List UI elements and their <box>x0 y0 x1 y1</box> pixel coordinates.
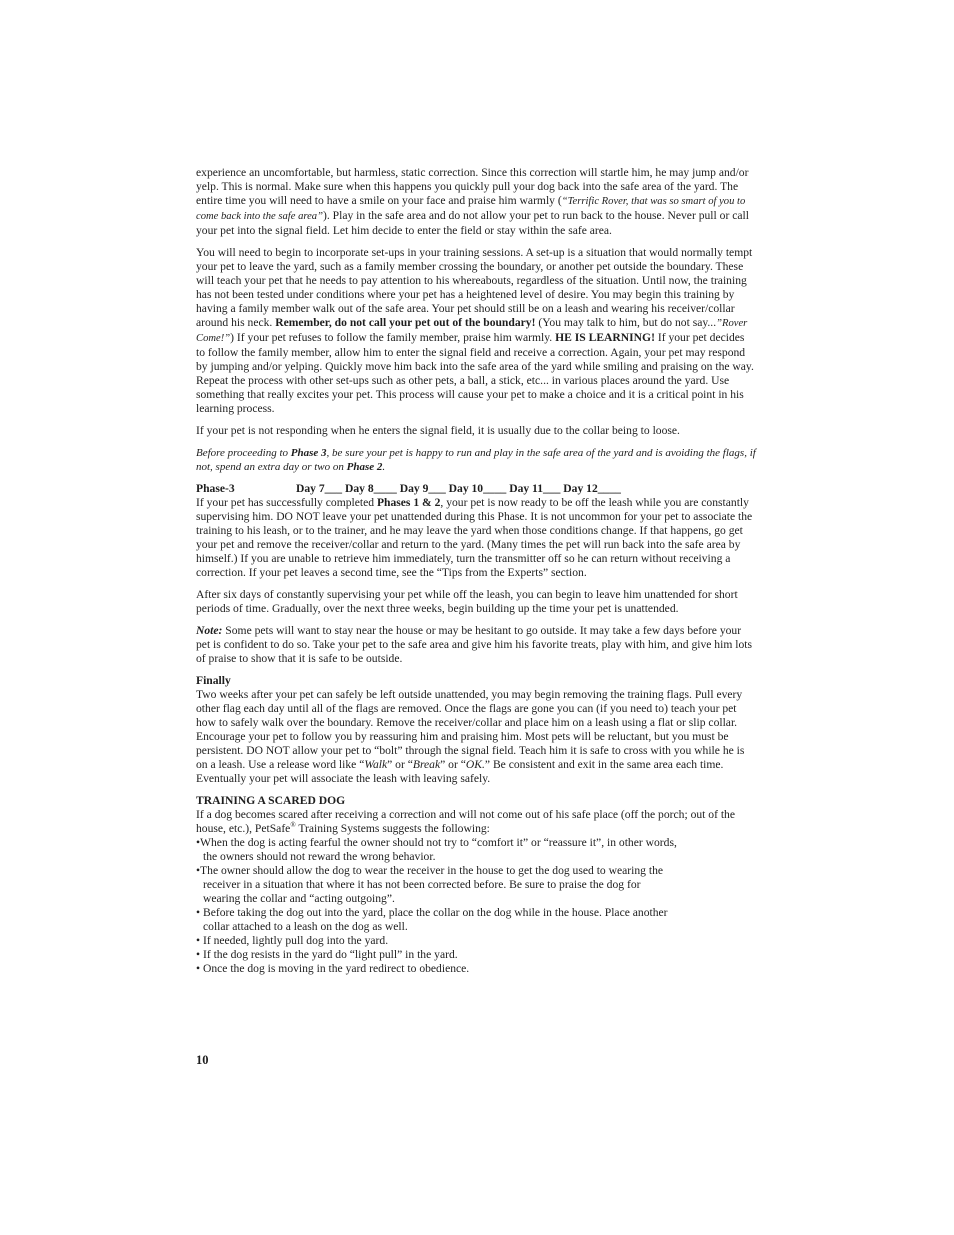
phase-ref: Phase 2 <box>346 461 383 473</box>
paragraph-note <box>196 624 756 666</box>
bold-warning: Remember, do not call your pet out of the boundary! <box>275 316 536 329</box>
paragraph-loose-collar: If your pet is not responding when he enters the signal field, it is usually due to the collar being to loose. <box>196 424 680 437</box>
text-span: (You may talk to him, but do not say... <box>535 316 717 329</box>
text-span: ). Play in the safe area and do not allow your pet to run back to the house. Never pull or call your pet into the signal field. Let him decide to enter the field or stay within the safe area. <box>196 209 749 237</box>
text-span: Some pets will want to stay near the house or may be hesitant to go outside. It may take a few days before your pet is confident to do so. Take your pet to the safe area and give him his favorite treats, play with him, and give him lots of praise to show that it is safe to be outside. <box>196 624 752 665</box>
text-span: ” Be consistent and exit in the same area each time. Eventually your pet will associate the leash with leaving safely. <box>196 758 724 785</box>
phases-ref: Phases 1 & 2 <box>376 496 441 509</box>
scared-dog-heading: TRAINING A SCARED DOG <box>196 794 346 807</box>
text-span: Training Systems suggests the following: <box>295 822 490 835</box>
paragraph-unattended: After six days of constantly supervising your pet while off the leash, you can begin to leave him unattended for short periods of time. Gradually, over the next three weeks, begin building up the time your pet is unattended. <box>196 588 738 615</box>
text-span: If your pet decides to follow the family member, allow him to enter the signal field and receive a correction. Again, your pet may respond by jumping and/or yelping. Quickly move him back into the safe area of the yard while smiling and praising on the way. Repeat the process with other set-ups such as other pets, a ball, a stick, etc... in various places around the yard. Use something that really excites your pet. This process will cause your pet to make a choice and it is a critical point in his learning process. <box>196 331 754 415</box>
praise-quote: “Terrific Rover, that was so smart of you to come back into the safe area” <box>196 196 746 222</box>
bold-emphasis: HE IS LEARNING! <box>555 331 655 344</box>
text-span: ” or “ <box>440 758 466 771</box>
list-item: • Once the dog is moving in the yard redirect to obedience. <box>196 962 470 975</box>
text-span: Before proceeding to <box>196 447 291 459</box>
registered-mark: ® <box>290 821 296 830</box>
note-label: Note: <box>196 624 223 637</box>
text-span: . <box>382 461 386 473</box>
list-item: • If the dog resists in the yard do “light pull” in the yard. <box>196 948 458 961</box>
release-word: OK. <box>465 758 485 771</box>
phase3-days: Day 7___ Day 8____ Day 9___ Day 10____ Day 11___ Day 12____ <box>296 482 621 495</box>
text-span: , your pet is now ready to be off the leash while you are constantly supervising him. DO NOT leave your pet unattended during this Phase. It is not uncommon for your pet to associate the training to his leash, or to the trainer, and he may leave the yard when those conditions change. If that happens, go get your pet and remove the receiver/collar and return to the yard. (Many times the pet will run back into the safe area by himself.) If you are unable to retrieve him immediately, turn the transmitter off so he can return without receiving a correction. If your pet leaves a second time, see the “Tips from the Experts” section. <box>196 496 753 579</box>
manual-page-content <box>196 166 756 976</box>
text-span: , be sure your pet is happy to run and play in the safe area of the yard and is avoiding the flags, if not, spend an extra day or two on <box>196 447 756 473</box>
page-number: 10 <box>196 1053 209 1067</box>
paragraph-phase3 <box>196 496 756 580</box>
paragraph-correction <box>196 166 756 238</box>
list-item: •The owner should allow the dog to wear the receiver in the house to get the dog used to wearing the receiver in a situation that where it has not been corrected before. Be sure to praise the dog for wearing the collar and “acting outgoing”. <box>196 864 664 905</box>
text-span: If your pet has successfully completed <box>196 496 377 509</box>
list-item: • Before taking the dog out into the yard, place the collar on the dog while in the house. Place another collar attached to a leash on the dog as well. <box>196 906 668 933</box>
text-span: Two weeks after your pet can safely be left outside unattended, you may begin removing the training flags. Pull every other flag each day until all of the flags are removed. Once the flags are gone you can (if you need to) teach your pet how to safely walk over the boundary. Remove the receiver/collar and place him on a leash using a flat or slip collar. Encourage your pet to follow you by reassuring him and praising him. Most pets will be reluctant, but you must be persistent. DO NOT allow your pet to “bolt” through the signal field. Teach him it is safe to cross with you while he is on a leash. Use a release word like “ <box>196 688 745 771</box>
paragraph-setups <box>196 246 756 416</box>
command-quote: ”Rover Come!” <box>196 318 748 344</box>
paragraph-finally <box>196 688 756 786</box>
paragraph-scared-intro <box>196 808 756 836</box>
list-item: • If needed, lightly pull dog into the yard. <box>196 934 389 947</box>
release-word: Break <box>412 758 441 771</box>
text-span: ” or “ <box>387 758 413 771</box>
release-word: Walk <box>364 758 388 771</box>
text-span: You will need to begin to incorporate set-ups in your training sessions. A set-up is a situation that would normally tempt your pet to leave the yard, such as a family member crossing the boundary, or another pet outside the boundary. These will teach your pet that he needs to pay attention to his whereabouts, regardless of the situation. Until now, the training has not been tested under conditions where your pet has a heightened level of desire. You may begin this training by having a family member walk out of the safe area. Your pet should still be on a leash and wearing his receiver/collar around his neck. <box>196 246 753 329</box>
text-span: ) If your pet refuses to follow the family member, praise him warmly. <box>230 331 556 344</box>
phase3-label: Phase-3 <box>196 482 235 495</box>
list-item: •When the dog is acting fearful the owner should not try to “comfort it” or “reassure it”, in other words, the owners should not reward the wrong behavior. <box>196 836 677 863</box>
text-span: experience an uncomfortable, but harmless, static correction. Since this correction will startle him, he may jump and/or yelp. This is normal. Make sure when this happens you quickly pull your dog back into the safe area of the yard. The entire time you will need to have a smile on your face and praise him warmly ( <box>196 166 749 207</box>
phase3-prereq-note <box>196 446 756 474</box>
scared-dog-tips-list <box>196 836 756 976</box>
text-span: If a dog becomes scared after receiving a correction and will not come out of his safe place (off the porch; out of the house, etc.), PetSafe <box>196 808 736 835</box>
finally-heading: Finally <box>196 674 231 687</box>
phase-ref: Phase 3 <box>290 447 327 459</box>
phase3-day-tracker <box>196 482 756 496</box>
